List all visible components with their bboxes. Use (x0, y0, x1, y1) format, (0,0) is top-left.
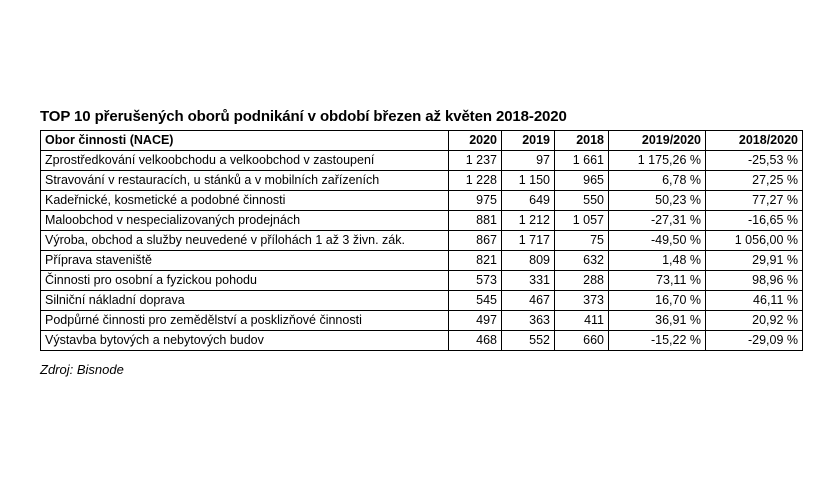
cell-2019: 1 150 (502, 171, 555, 191)
cell-2020: 1 237 (449, 151, 502, 171)
source-note: Zdroj: Bisnode (40, 362, 124, 377)
cell-2018-2020: 98,96 % (706, 271, 803, 291)
cell-2018-2020: -25,53 % (706, 151, 803, 171)
cell-2019: 809 (502, 251, 555, 271)
cell-2018: 1 057 (555, 211, 609, 231)
cell-2019-2020: 50,23 % (609, 191, 706, 211)
column-header-2020: 2020 (449, 131, 502, 151)
cell-2018: 965 (555, 171, 609, 191)
cell-2020: 545 (449, 291, 502, 311)
cell-2019: 649 (502, 191, 555, 211)
cell-obor: Příprava staveniště (41, 251, 449, 271)
cell-2018-2020: 46,11 % (706, 291, 803, 311)
cell-2019: 363 (502, 311, 555, 331)
table-row (41, 271, 803, 291)
cell-2020: 497 (449, 311, 502, 331)
cell-obor: Kadeřnické, kosmetické a podobné činnosti (41, 191, 449, 211)
table-row (41, 171, 803, 191)
cell-2018-2020: 29,91 % (706, 251, 803, 271)
cell-2020: 1 228 (449, 171, 502, 191)
cell-2019: 467 (502, 291, 555, 311)
data-table (40, 130, 803, 351)
cell-obor: Činnosti pro osobní a fyzickou pohodu (41, 271, 449, 291)
cell-2020: 881 (449, 211, 502, 231)
cell-obor: Podpůrné činnosti pro zemědělství a posklizňové činnosti (41, 311, 449, 331)
cell-2018-2020: -16,65 % (706, 211, 803, 231)
cell-2018-2020: 27,25 % (706, 171, 803, 191)
cell-obor: Výroba, obchod a služby neuvedené v přílohách 1 až 3 živn. zák. (41, 231, 449, 251)
cell-2018: 1 661 (555, 151, 609, 171)
table-row (41, 251, 803, 271)
column-header-2019: 2019 (502, 131, 555, 151)
cell-2020: 573 (449, 271, 502, 291)
cell-obor: Výstavba bytových a nebytových budov (41, 331, 449, 351)
cell-2018: 75 (555, 231, 609, 251)
table-row (41, 191, 803, 211)
cell-obor: Silniční nákladní doprava (41, 291, 449, 311)
cell-2019: 552 (502, 331, 555, 351)
cell-2018: 411 (555, 311, 609, 331)
cell-2019: 1 212 (502, 211, 555, 231)
cell-2018: 632 (555, 251, 609, 271)
cell-2018-2020: 77,27 % (706, 191, 803, 211)
table-row (41, 291, 803, 311)
cell-2020: 468 (449, 331, 502, 351)
cell-2018-2020: 1 056,00 % (706, 231, 803, 251)
table-title: TOP 10 přerušených oborů podnikání v období březen až květen 2018-2020 (40, 108, 567, 125)
cell-2019-2020: -27,31 % (609, 211, 706, 231)
cell-2018-2020: -29,09 % (706, 331, 803, 351)
cell-obor: Stravování v restauracích, u stánků a v mobilních zařízeních (41, 171, 449, 191)
cell-2020: 821 (449, 251, 502, 271)
cell-2020: 867 (449, 231, 502, 251)
table-row (41, 211, 803, 231)
cell-2019-2020: -49,50 % (609, 231, 706, 251)
cell-2019-2020: -15,22 % (609, 331, 706, 351)
table-row (41, 331, 803, 351)
cell-obor: Zprostředkování velkoobchodu a velkoobchod v zastoupení (41, 151, 449, 171)
table-row (41, 151, 803, 171)
column-header-2019-2020: 2019/2020 (609, 131, 706, 151)
cell-2019-2020: 1,48 % (609, 251, 706, 271)
cell-2019-2020: 6,78 % (609, 171, 706, 191)
cell-2018: 550 (555, 191, 609, 211)
header-row (41, 131, 803, 151)
column-header-obor: Obor činnosti (NACE) (41, 131, 449, 151)
cell-2018: 660 (555, 331, 609, 351)
cell-2018: 373 (555, 291, 609, 311)
cell-2019-2020: 16,70 % (609, 291, 706, 311)
cell-2019-2020: 1 175,26 % (609, 151, 706, 171)
table-row (41, 231, 803, 251)
cell-2020: 975 (449, 191, 502, 211)
cell-2019-2020: 73,11 % (609, 271, 706, 291)
table-row (41, 311, 803, 331)
column-header-2018-2020: 2018/2020 (706, 131, 803, 151)
column-header-2018: 2018 (555, 131, 609, 151)
cell-2018-2020: 20,92 % (706, 311, 803, 331)
cell-2018: 288 (555, 271, 609, 291)
cell-2019: 331 (502, 271, 555, 291)
cell-2019: 97 (502, 151, 555, 171)
cell-2019-2020: 36,91 % (609, 311, 706, 331)
cell-2019: 1 717 (502, 231, 555, 251)
cell-obor: Maloobchod v nespecializovaných prodejnách (41, 211, 449, 231)
